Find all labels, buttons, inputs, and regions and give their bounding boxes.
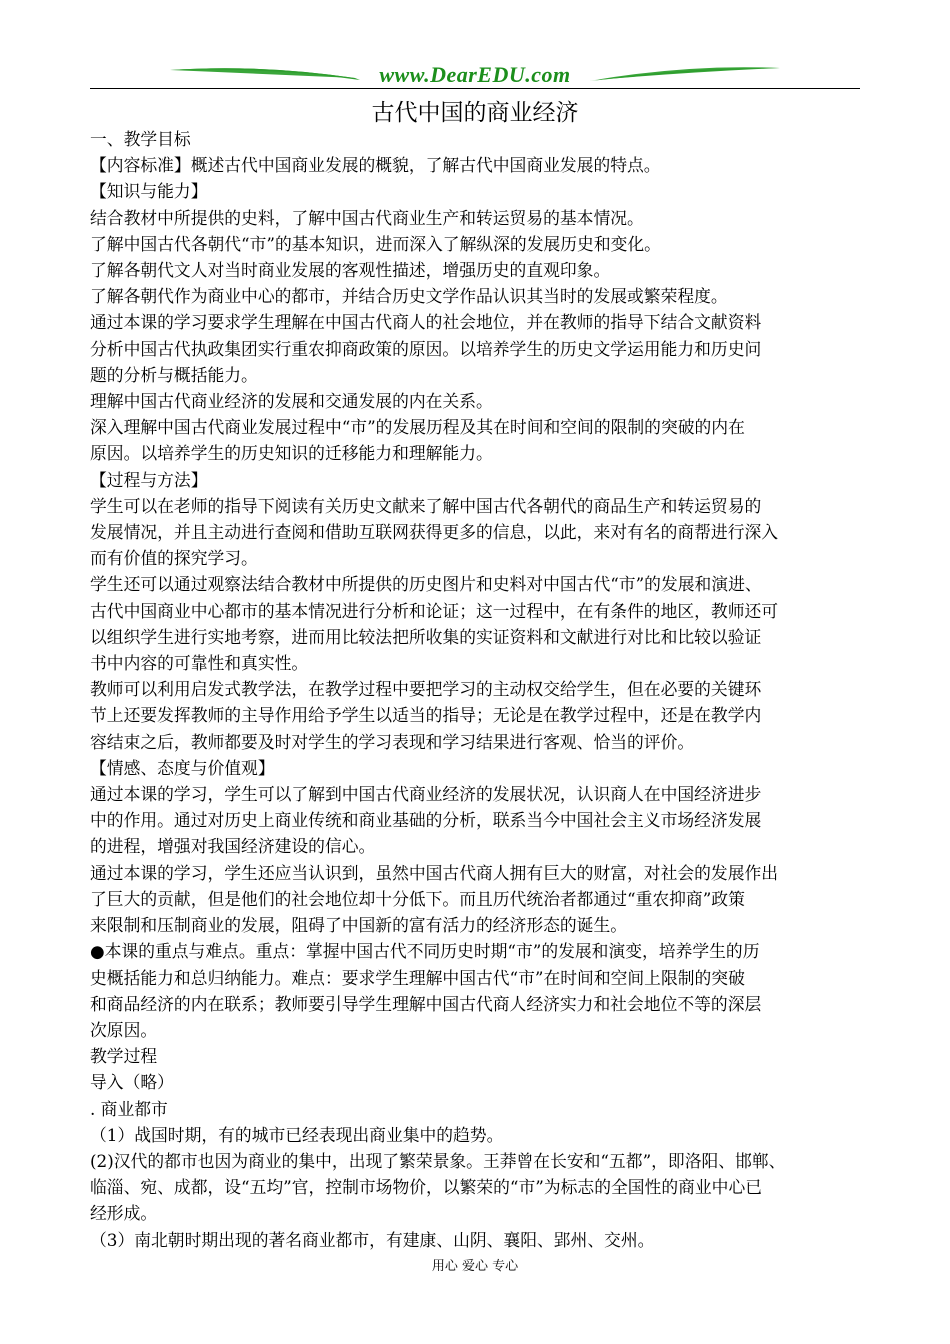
- body-line: 容结束之后，教师都要及时对学生的学习表现和学习结果进行客观、恰当的评价。: [90, 731, 695, 752]
- body-line: 了解各朝代文人对当时商业发展的客观性描述，增强历史的直观印象。: [90, 260, 611, 281]
- site-banner: [170, 58, 780, 92]
- body-line: 了解中国古代各朝代“市”的基本知识，进而深入了解纵深的发展历史和变化。: [90, 233, 661, 254]
- body-line: 来限制和压制商业的发展，阻碍了中国新的富有活力的经济形态的诞生。: [90, 915, 628, 936]
- body-line: 教学过程: [90, 1046, 158, 1067]
- body-line: （1）战国时期，有的城市已经表现出商业集中的趋势。: [90, 1124, 504, 1145]
- body-line: 【内容标准】概述古代中国商业发展的概貌，了解古代中国商业发展的特点。: [90, 155, 661, 176]
- body-line: 深入理解中国古代商业发展过程中“市”的发展历程及其在时间和空间的限制的突破的内在: [90, 417, 745, 438]
- body-line: 【过程与方法】: [90, 469, 208, 490]
- body-line: 节上还要发挥教师的主导作用给予学生以适当的指导；无论是在教学过程中，还是在教学内: [90, 705, 762, 726]
- body-line: 通过本课的学习要求学生理解在中国古代商人的社会地位，并在教师的指导下结合文献资料: [90, 312, 762, 333]
- body-line: （3）南北朝时期出现的著名商业都市，有建康、山阴、襄阳、郢州、交州。: [90, 1229, 655, 1250]
- body-line: 一、教学目标: [90, 129, 191, 149]
- body-line: 导入（略）: [90, 1072, 174, 1093]
- body-line: 史概括能力和总归纳能力。难点：要求学生理解中国古代“市”在时间和空间上限制的突破: [90, 967, 745, 988]
- page-footer: 用心 爱心 专心: [431, 1259, 519, 1274]
- body-line: 以组织学生进行实地考察，进而用比较法把所收集的实证资料和文献进行对比和比较以验证: [90, 626, 762, 647]
- document-body: [90, 126, 860, 1253]
- header-divider: [90, 88, 860, 89]
- body-line: 书中内容的可靠性和真实性。: [90, 653, 309, 674]
- body-line: 经形成。: [90, 1203, 158, 1224]
- body-line: 通过本课的学习，学生可以了解到中国古代商业经济的发展状况，认识商人在中国经济进步: [90, 784, 762, 805]
- body-line: 临淄、宛、成都，设“五均”官，控制市场物价，以繁荣的“市”为标志的全国性的商业中心已: [90, 1177, 763, 1198]
- body-line: (2)汉代的都市也因为商业的集中，出现了繁荣景象。王莽曾在长安和“五都”，即洛阳、邯郸、: [90, 1150, 786, 1171]
- body-line: 题的分析与概括能力。: [90, 364, 258, 385]
- banner-site-url: www.DearEDU.com: [379, 62, 571, 87]
- body-line: 教师可以利用启发式教学法，在教学过程中要把学习的主动权交给学生，但在必要的关键环: [90, 679, 762, 700]
- body-line: 学生可以在老师的指导下阅读有关历史文献来了解中国古代各朝代的商品生产和转运贸易的: [90, 495, 762, 516]
- body-line: 了解各朝代作为商业中心的都市，并结合历史文学作品认识其当时的发展或繁荣程度。: [90, 286, 728, 307]
- body-line: 发展情况，并且主动进行查阅和借助互联网获得更多的信息，以此，来对有名的商帮进行深入: [90, 522, 779, 543]
- body-line: 而有价值的探究学习。: [90, 548, 258, 569]
- body-line: 中的作用。通过对历史上商业传统和商业基础的分析，联系当今中国社会主义市场经济发展: [90, 810, 762, 831]
- body-line: 和商品经济的内在联系；教师要引导学生理解中国古代商人经济实力和社会地位不等的深层: [90, 993, 762, 1014]
- body-line: . 商业都市: [90, 1098, 168, 1119]
- body-line: ●本课的重点与难点。重点：掌握中国古代不同历史时期“市”的发展和演变，培养学生的历: [90, 941, 760, 962]
- body-line: 次原因。: [90, 1019, 158, 1040]
- body-line: 结合教材中所提供的史料，了解中国古代商业生产和转运贸易的基本情况。: [90, 207, 644, 228]
- body-line: 理解中国古代商业经济的发展和交通发展的内在关系。: [90, 391, 493, 412]
- body-line: 【情感、态度与价值观】: [90, 757, 275, 778]
- body-line: 了巨大的贡献，但是他们的社会地位却十分低下。而且历代统治者都通过“重农抑商”政策: [90, 888, 745, 909]
- body-line: 的进程，增强对我国经济建设的信心。: [90, 836, 376, 857]
- body-line: 通过本课的学习，学生还应当认识到，虽然中国古代商人拥有巨大的财富，对社会的发展作出: [90, 862, 779, 883]
- body-line: 古代中国商业中心都市的基本情况进行分析和论证；这一过程中，在有条件的地区，教师还可: [90, 600, 779, 621]
- body-line: 【知识与能力】: [90, 181, 208, 202]
- body-line: 学生还可以通过观察法结合教材中所提供的历史图片和史料对中国古代“市”的发展和演进、: [90, 574, 762, 595]
- document-title: 古代中国的商业经济: [371, 100, 579, 126]
- body-line: 分析中国古代执政集团实行重农抑商政策的原因。以培养学生的历史文学运用能力和历史问: [90, 338, 762, 359]
- body-line: 原因。以培养学生的历史知识的迁移能力和理解能力。: [90, 443, 493, 464]
